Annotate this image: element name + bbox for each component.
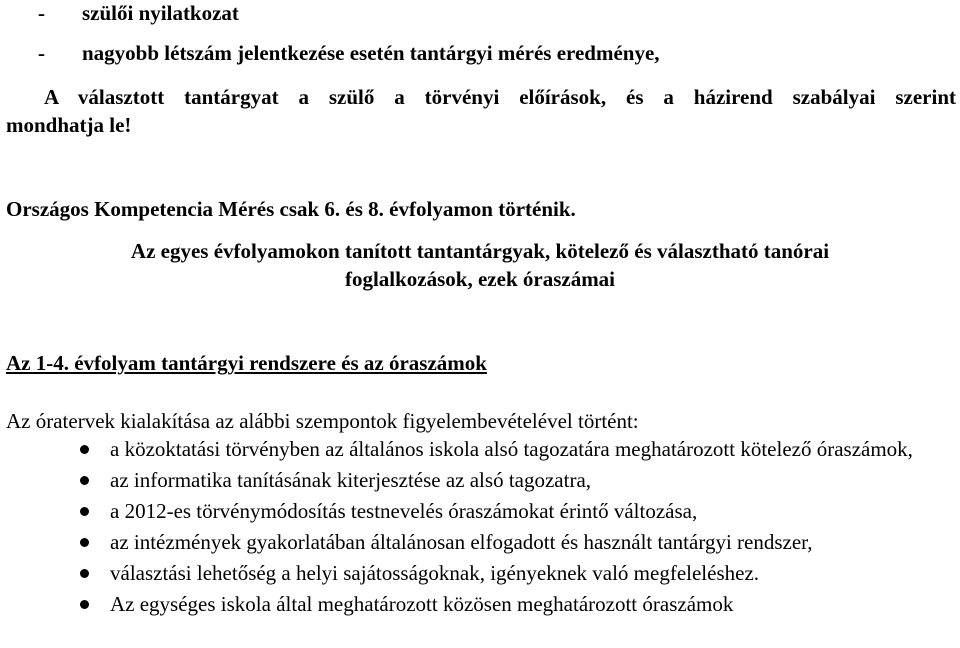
list-item [0,591,960,617]
bullet-icon [80,476,89,485]
dash-marker: - [38,41,45,65]
list-item [0,467,960,493]
list-item-text: választási lehetőség a helyi sajátosságoknak, igényeknek való megfeleléshez. [110,561,760,585]
dash-list-item [38,40,660,66]
list-item [0,436,960,462]
list-item-text: a közoktatási törvényben az általános iskola alsó tagozatára meghatározott kötelező óraszámok, [110,437,913,461]
section-title-line2: foglalkozások, ezek óraszámai [344,267,616,291]
bullet-icon [80,445,89,454]
dash-item-text: nagyobb létszám jelentkezése esetén tantárgyi mérés eredménye, [82,41,660,65]
competence-statement: Országos Kompetencia Mérés csak 6. és 8. évfolyamon történik. [6,197,576,221]
list-item-text: az informatika tanításának kiterjesztése az alsó tagozatra, [110,468,592,492]
list-item [0,498,960,524]
dash-marker: - [38,1,45,25]
parents-choice-line2: mondhatja le! [6,113,132,137]
list-item-text: az intézmények gyakorlatában általánosan elfogadott és használt tantárgyi rendszer, [110,530,813,554]
parents-choice-line1: A választott tantárgyat a szülő a törvényi előírások, és a házirend szabályai szerint [44,85,956,109]
subheading: Az 1-4. évfolyam tantárgyi rendszere és az óraszámok [6,351,487,375]
dash-item-text: szülői nyilatkozat [82,1,239,25]
bullet-list [0,436,960,622]
list-item-text: Az egységes iskola által meghatározott közösen meghatározott óraszámok [110,592,734,616]
intro-text: Az óratervek kialakítása az alábbi szempontok figyelembevételével történt: [6,409,639,433]
list-item [0,560,960,586]
section-title-line1: Az egyes évfolyamokon tanított tantantárgyak, kötelező és választható tanórai [130,239,830,263]
list-item [0,529,960,555]
bullet-icon [80,538,89,547]
list-item-text: a 2012-es törvénymódosítás testnevelés óraszámokat érintő változása, [110,499,698,523]
bullet-icon [80,569,89,578]
bullet-icon [80,507,89,516]
dash-list-item [38,0,239,26]
bullet-icon [80,600,89,609]
